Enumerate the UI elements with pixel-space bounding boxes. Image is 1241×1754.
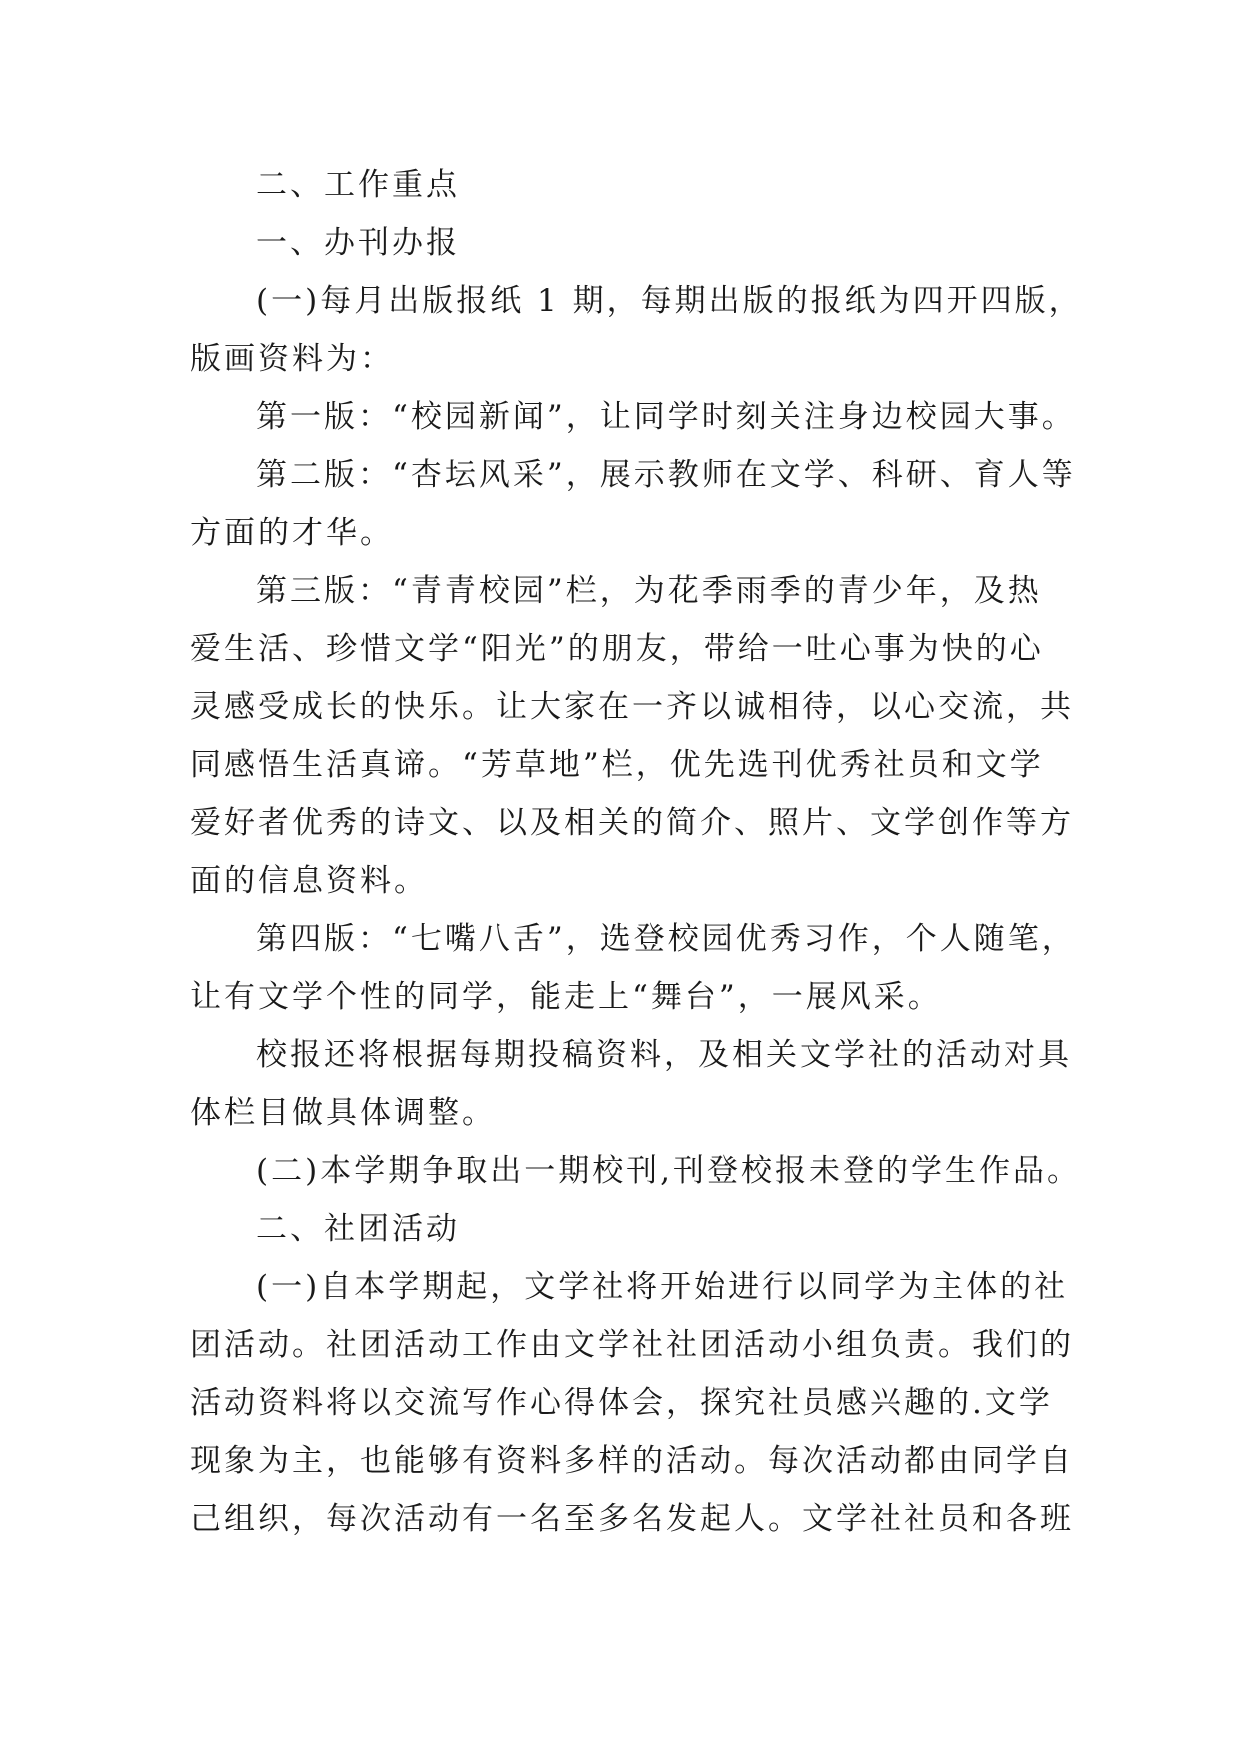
paragraph-line: 第一版：“校园新闻”，让同学时刻关注身边校园大事。 — [256, 399, 1076, 435]
paragraph-line: 第四版：“七嘴八舌”，选登校园优秀习作，个人随笔， — [256, 921, 1076, 957]
paragraph-line: (一)自本学期起，文学社将开始进行以同学为主体的社 — [256, 1269, 1069, 1305]
paragraph-line: 让有文学个性的同学，能走上“舞台”，一展风采。 — [190, 979, 942, 1015]
section-heading-work-focus: 二、工作重点 — [256, 167, 460, 203]
document-body — [190, 156, 1083, 1548]
paragraph-line: 爱生活、珍惜文学“阳光”的朋友，带给一吐心事为快的心 — [190, 631, 1044, 667]
paragraph-line: 现象为主，也能够有资料多样的活动。每次活动都由同学自 — [190, 1443, 1074, 1479]
paragraph-line: (一)每月出版报纸 1 期，每期出版的报纸为四开四版， — [256, 283, 1083, 319]
paragraph-line: 同感悟生活真谛。“芳草地”栏，优先选刊优秀社员和文学 — [190, 747, 1044, 783]
paragraph-line: 第三版：“青青校园”栏，为花季雨季的青少年，及热 — [256, 573, 1042, 609]
subsection-heading-publications: 一、办刊办报 — [256, 225, 460, 261]
paragraph-line: 校报还将根据每期投稿资料，及相关文学社的活动对具 — [256, 1037, 1072, 1073]
paragraph-line: 版画资料为： — [190, 341, 394, 377]
paragraph-line: (二)本学期争取出一期校刊,刊登校报未登的学生作品。 — [256, 1153, 1082, 1189]
paragraph-line: 第二版：“杏坛风采”，展示教师在文学、科研、育人等 — [256, 457, 1076, 493]
paragraph-line: 面的信息资料。 — [190, 863, 428, 899]
paragraph-line: 灵感受成长的快乐。让大家在一齐以诚相待，以心交流，共 — [190, 689, 1074, 725]
paragraph-line: 活动资料将以交流写作心得体会，探究社员感兴趣的.文学 — [190, 1385, 1053, 1421]
paragraph-line: 己组织，每次活动有一名至多名发起人。文学社社员和各班 — [190, 1501, 1074, 1537]
paragraph-line: 方面的才华。 — [190, 515, 394, 551]
paragraph-line: 体栏目做具体调整。 — [190, 1095, 496, 1131]
paragraph-line: 团活动。社团活动工作由文学社社团活动小组负责。我们的 — [190, 1327, 1074, 1363]
paragraph-line: 爱好者优秀的诗文、以及相关的简介、照片、文学创作等方 — [190, 805, 1074, 841]
subsection-heading-club-activities: 二、社团活动 — [256, 1211, 460, 1247]
